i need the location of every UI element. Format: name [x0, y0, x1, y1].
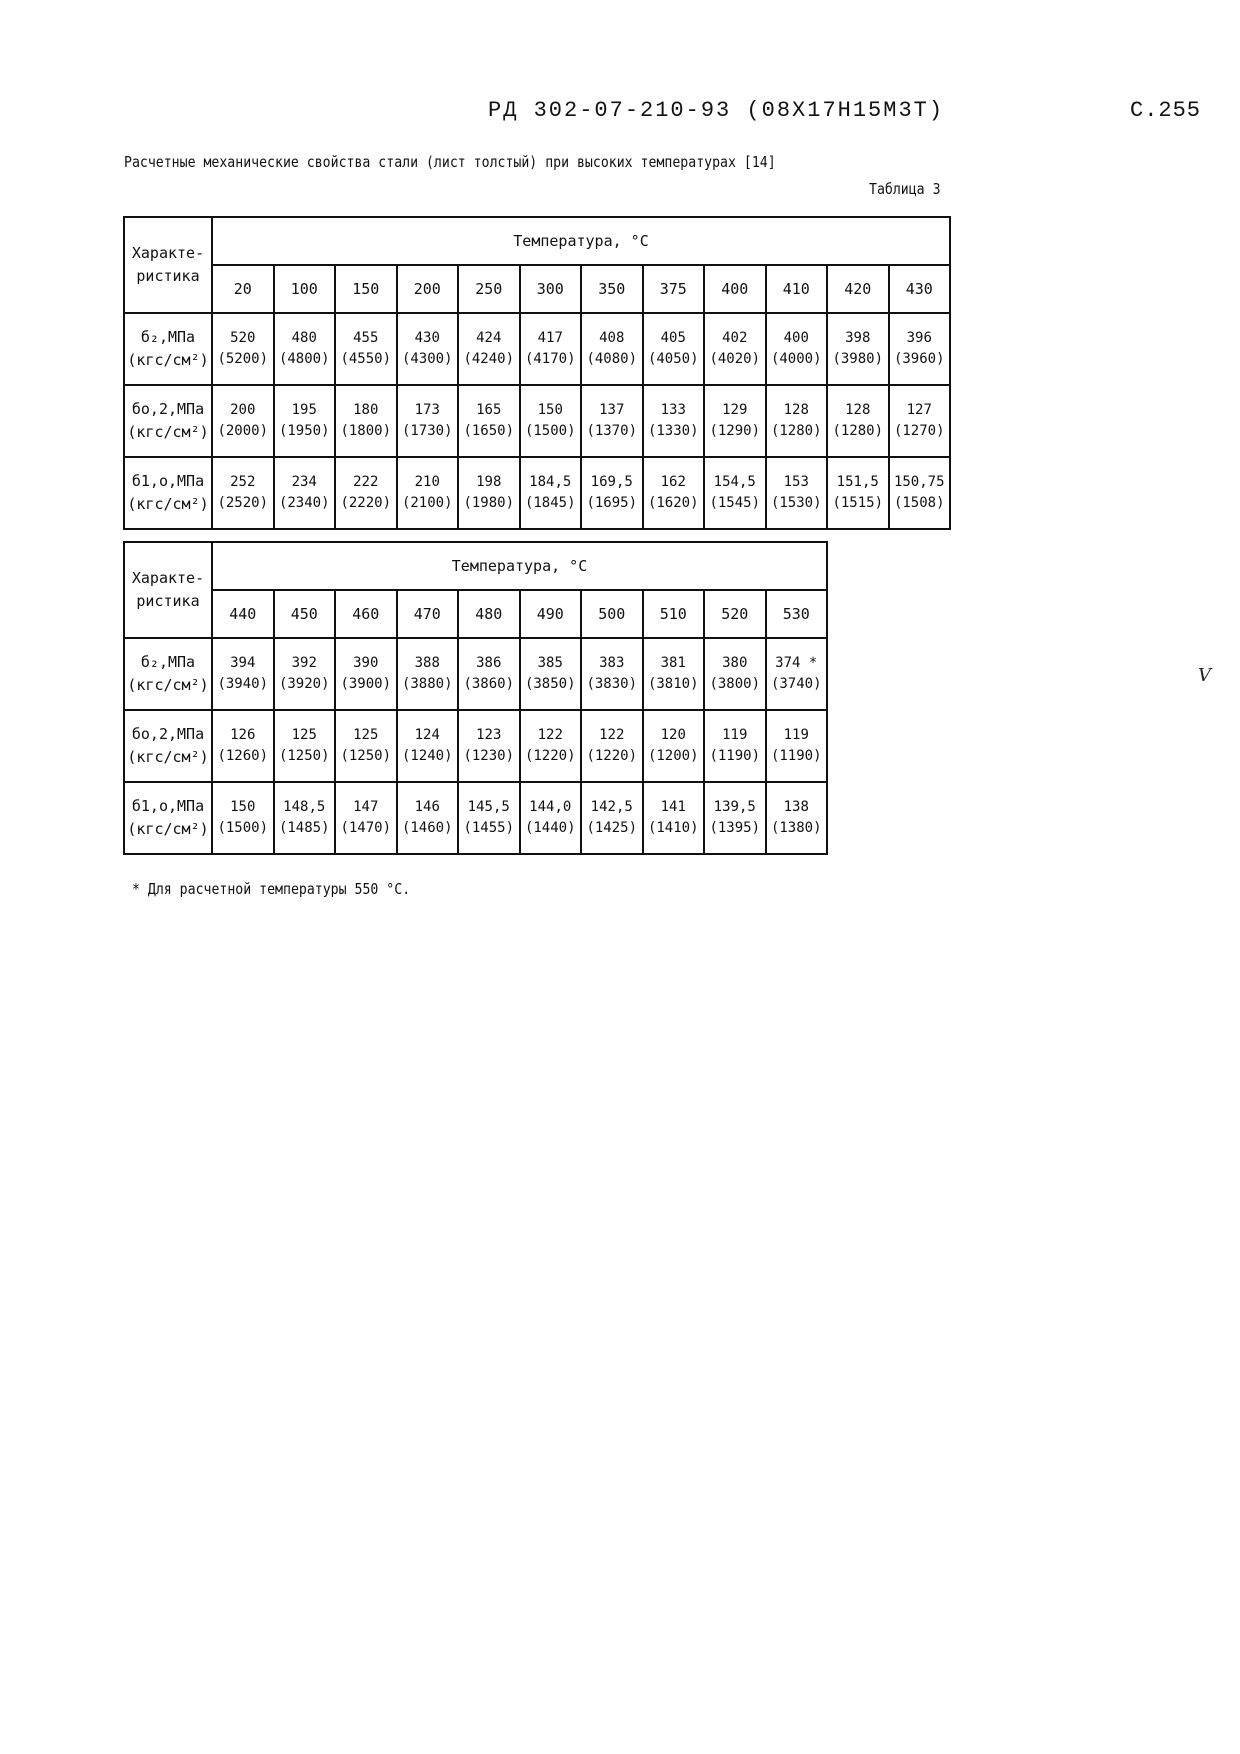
property-unit: (кгс/см²) [127, 676, 209, 694]
value-mpa: 154,5 [713, 474, 756, 490]
value-cell [766, 313, 828, 385]
temperature-cell: 440 [212, 590, 274, 638]
value-mpa: 148,5 [283, 799, 326, 815]
value-cell [581, 782, 643, 854]
value-kgf: (1845) [524, 495, 576, 511]
value-cell [889, 313, 951, 385]
value-kgf: (1200) [647, 748, 699, 764]
value-mpa: 150 [230, 799, 256, 815]
property-unit: (кгс/см²) [127, 495, 209, 513]
value-cell [274, 385, 336, 457]
row-header [124, 385, 212, 457]
value-mpa: 125 [353, 727, 379, 743]
value-kgf: (5200) [217, 351, 269, 367]
value-kgf: (3980) [832, 351, 884, 367]
table-row [124, 710, 827, 782]
value-cell [335, 710, 397, 782]
value-cell [643, 313, 705, 385]
value-cell [458, 782, 520, 854]
value-kgf: (4240) [463, 351, 515, 367]
value-mpa: 380 [722, 655, 748, 671]
value-mpa: 198 [476, 474, 502, 490]
property-name: б1,о,МПа [131, 471, 205, 490]
value-cell [458, 313, 520, 385]
value-kgf: (2340) [278, 495, 330, 511]
temperature-cell: 375 [643, 265, 705, 313]
table-row [124, 385, 950, 457]
value-cell [520, 782, 582, 854]
value-kgf: (4550) [340, 351, 392, 367]
value-mpa: 402 [722, 330, 748, 346]
value-mpa: 120 [660, 727, 686, 743]
value-cell [458, 457, 520, 529]
value-cell [581, 638, 643, 710]
value-kgf: (1280) [832, 423, 884, 439]
value-mpa: 252 [230, 474, 256, 490]
value-mpa: 151,5 [836, 474, 879, 490]
value-mpa: 405 [660, 330, 686, 346]
value-cell [581, 710, 643, 782]
temperature-cell: 460 [335, 590, 397, 638]
value-mpa: 126 [230, 727, 256, 743]
value-kgf: (1395) [709, 820, 761, 836]
value-kgf: (3860) [463, 676, 515, 692]
value-kgf: (3900) [340, 676, 392, 692]
value-mpa: 162 [660, 474, 686, 490]
table-row [124, 782, 827, 854]
value-mpa: 222 [353, 474, 379, 490]
value-mpa: 480 [291, 330, 317, 346]
value-kgf: (3850) [524, 676, 576, 692]
value-cell [520, 385, 582, 457]
table-row [124, 457, 950, 529]
value-cell [766, 457, 828, 529]
value-cell [827, 385, 889, 457]
table-row [124, 638, 827, 710]
value-mpa: 398 [845, 330, 871, 346]
value-mpa: 396 [906, 330, 932, 346]
temperature-cell: 520 [704, 590, 766, 638]
properties-table-part-2 [123, 541, 828, 855]
value-cell [643, 385, 705, 457]
value-kgf: (1508) [893, 495, 945, 511]
value-kgf: (1240) [401, 748, 453, 764]
temperature-cell: 450 [274, 590, 336, 638]
value-kgf: (3740) [770, 676, 822, 692]
value-mpa: 424 [476, 330, 502, 346]
row-header [124, 782, 212, 854]
value-kgf: (1220) [524, 748, 576, 764]
value-cell [458, 385, 520, 457]
value-mpa: 150,75 [893, 474, 945, 490]
value-cell [212, 385, 274, 457]
value-kgf: (3880) [401, 676, 453, 692]
value-kgf: (1250) [278, 748, 330, 764]
value-cell [397, 782, 459, 854]
value-kgf: (1500) [217, 820, 269, 836]
property-name: бо,2,МПа [131, 399, 205, 418]
property-name: б₂,МПа [140, 327, 196, 346]
value-mpa: 141 [660, 799, 686, 815]
value-cell [520, 710, 582, 782]
value-mpa: 137 [599, 402, 625, 418]
value-kgf: (2220) [340, 495, 392, 511]
value-kgf: (4080) [586, 351, 638, 367]
value-cell [212, 457, 274, 529]
table-number-label: Таблица 3 [869, 180, 941, 198]
value-mpa: 386 [476, 655, 502, 671]
value-mpa: 234 [291, 474, 317, 490]
value-cell [458, 638, 520, 710]
footnote: * Для расчетной температуры 550 °С. [132, 880, 411, 898]
value-mpa: 145,5 [467, 799, 510, 815]
value-kgf: (1250) [340, 748, 392, 764]
value-kgf: (4050) [647, 351, 699, 367]
value-kgf: (1455) [463, 820, 515, 836]
value-cell [520, 313, 582, 385]
temperature-cell: 250 [458, 265, 520, 313]
value-cell [274, 710, 336, 782]
value-kgf: (4300) [401, 351, 453, 367]
value-kgf: (1270) [893, 423, 945, 439]
value-mpa: 147 [353, 799, 379, 815]
value-kgf: (3920) [278, 676, 330, 692]
value-cell [397, 385, 459, 457]
value-mpa: 173 [414, 402, 440, 418]
property-name: б1,о,МПа [131, 796, 205, 815]
value-kgf: (1485) [278, 820, 330, 836]
value-cell [335, 782, 397, 854]
value-kgf: (1290) [709, 423, 761, 439]
value-mpa: 385 [537, 655, 563, 671]
value-cell [335, 638, 397, 710]
value-cell [704, 638, 766, 710]
value-cell [704, 710, 766, 782]
value-mpa: 400 [783, 330, 809, 346]
value-cell [704, 457, 766, 529]
document-code: РД 302-07-210-93 (08Х17Н15М3Т) [488, 98, 945, 123]
value-mpa: 144,0 [529, 799, 572, 815]
value-kgf: (1530) [770, 495, 822, 511]
value-kgf: (1470) [340, 820, 392, 836]
column-header-characteristic: Характе-ристика [124, 217, 212, 313]
value-cell [335, 385, 397, 457]
value-mpa: 123 [476, 727, 502, 743]
value-cell [766, 710, 828, 782]
property-unit: (кгс/см²) [127, 748, 209, 766]
value-cell [704, 782, 766, 854]
value-cell [704, 313, 766, 385]
value-mpa: 383 [599, 655, 625, 671]
value-mpa: 119 [722, 727, 748, 743]
column-header-characteristic: Характе-ристика [124, 542, 212, 638]
value-cell [397, 638, 459, 710]
value-cell [889, 385, 951, 457]
value-mpa: 153 [783, 474, 809, 490]
value-kgf: (1980) [463, 495, 515, 511]
value-mpa: 200 [230, 402, 256, 418]
temperature-cell: 480 [458, 590, 520, 638]
value-mpa: 430 [414, 330, 440, 346]
temperature-cell: 500 [581, 590, 643, 638]
value-kgf: (1515) [832, 495, 884, 511]
value-kgf: (1380) [770, 820, 822, 836]
value-kgf: (2000) [217, 423, 269, 439]
value-mpa: 128 [783, 402, 809, 418]
value-cell [581, 457, 643, 529]
value-cell [520, 638, 582, 710]
value-kgf: (3830) [586, 676, 638, 692]
value-cell [581, 385, 643, 457]
row-header [124, 710, 212, 782]
value-kgf: (1330) [647, 423, 699, 439]
value-cell [520, 457, 582, 529]
value-kgf: (1500) [524, 423, 576, 439]
temperature-cell: 530 [766, 590, 828, 638]
value-mpa: 417 [537, 330, 563, 346]
value-mpa: 133 [660, 402, 686, 418]
value-kgf: (1190) [709, 748, 761, 764]
temperature-cell: 350 [581, 265, 643, 313]
value-cell [827, 457, 889, 529]
value-cell [766, 385, 828, 457]
value-mpa: 169,5 [590, 474, 633, 490]
value-kgf: (1230) [463, 748, 515, 764]
value-mpa: 392 [291, 655, 317, 671]
value-cell [581, 313, 643, 385]
value-kgf: (1410) [647, 820, 699, 836]
property-name: б₂,МПа [140, 652, 196, 671]
value-cell [397, 457, 459, 529]
value-kgf: (1260) [217, 748, 269, 764]
property-unit: (кгс/см²) [127, 423, 209, 441]
temperature-cell: 510 [643, 590, 705, 638]
value-cell [274, 313, 336, 385]
value-kgf: (1800) [340, 423, 392, 439]
value-mpa: 125 [291, 727, 317, 743]
temperature-cell: 490 [520, 590, 582, 638]
row-header [124, 313, 212, 385]
value-kgf: (4000) [770, 351, 822, 367]
value-kgf: (1650) [463, 423, 515, 439]
value-cell [212, 782, 274, 854]
property-unit: (кгс/см²) [127, 351, 209, 369]
value-cell [212, 313, 274, 385]
value-cell [643, 710, 705, 782]
value-mpa: 381 [660, 655, 686, 671]
value-mpa: 520 [230, 330, 256, 346]
value-cell [704, 385, 766, 457]
temperature-cell: 410 [766, 265, 828, 313]
property-unit: (кгс/см²) [127, 820, 209, 838]
value-cell [643, 638, 705, 710]
value-cell [274, 457, 336, 529]
value-mpa: 146 [414, 799, 440, 815]
temperature-cell: 420 [827, 265, 889, 313]
value-mpa: 122 [537, 727, 563, 743]
value-kgf: (4020) [709, 351, 761, 367]
value-mpa: 138 [783, 799, 809, 815]
value-cell [335, 457, 397, 529]
value-mpa: 180 [353, 402, 379, 418]
value-cell [212, 638, 274, 710]
value-cell [397, 313, 459, 385]
table-row [124, 313, 950, 385]
value-kgf: (1190) [770, 748, 822, 764]
temperature-cell: 430 [889, 265, 951, 313]
value-cell [458, 710, 520, 782]
value-mpa: 119 [783, 727, 809, 743]
value-kgf: (3940) [217, 676, 269, 692]
value-cell [766, 782, 828, 854]
value-mpa: 139,5 [713, 799, 756, 815]
value-cell [274, 782, 336, 854]
value-mpa: 195 [291, 402, 317, 418]
value-kgf: (3810) [647, 676, 699, 692]
table-caption: Расчетные механические свойства стали (лист толстый) при высоких температурах [14] [124, 153, 776, 171]
page-number: С.255 [1130, 98, 1202, 123]
value-mpa: 390 [353, 655, 379, 671]
property-name: бо,2,МПа [131, 724, 205, 743]
value-mpa: 150 [537, 402, 563, 418]
value-kgf: (2100) [401, 495, 453, 511]
value-kgf: (1730) [401, 423, 453, 439]
value-mpa: 210 [414, 474, 440, 490]
value-kgf: (1440) [524, 820, 576, 836]
value-kgf: (3800) [709, 676, 761, 692]
value-kgf: (1460) [401, 820, 453, 836]
temperature-cell: 400 [704, 265, 766, 313]
value-kgf: (1695) [586, 495, 638, 511]
temperature-cell: 20 [212, 265, 274, 313]
value-mpa: 394 [230, 655, 256, 671]
value-cell [274, 638, 336, 710]
properties-table-part-1 [123, 216, 951, 530]
value-mpa: 142,5 [590, 799, 633, 815]
temperature-cell: 100 [274, 265, 336, 313]
value-cell [643, 457, 705, 529]
value-kgf: (1280) [770, 423, 822, 439]
value-mpa: 124 [414, 727, 440, 743]
value-mpa: 388 [414, 655, 440, 671]
value-kgf: (1370) [586, 423, 638, 439]
value-kgf: (1545) [709, 495, 761, 511]
value-kgf: (1620) [647, 495, 699, 511]
value-mpa: 122 [599, 727, 625, 743]
value-cell [212, 710, 274, 782]
value-cell [397, 710, 459, 782]
row-header [124, 457, 212, 529]
temperature-cell: 150 [335, 265, 397, 313]
value-mpa: 128 [845, 402, 871, 418]
margin-check-mark: V [1198, 665, 1211, 686]
value-mpa: 127 [906, 402, 932, 418]
value-mpa: 408 [599, 330, 625, 346]
value-mpa: 129 [722, 402, 748, 418]
value-kgf: (2520) [217, 495, 269, 511]
value-kgf: (1220) [586, 748, 638, 764]
column-header-temperature: Температура, °С [212, 217, 950, 265]
value-mpa: 165 [476, 402, 502, 418]
value-kgf: (1425) [586, 820, 638, 836]
value-mpa: 374 * [775, 655, 818, 671]
value-kgf: (4800) [278, 351, 330, 367]
temperature-cell: 470 [397, 590, 459, 638]
row-header [124, 638, 212, 710]
value-cell [766, 638, 828, 710]
temperature-cell: 200 [397, 265, 459, 313]
value-cell [643, 782, 705, 854]
value-cell [335, 313, 397, 385]
value-kgf: (4170) [524, 351, 576, 367]
value-kgf: (3960) [893, 351, 945, 367]
value-kgf: (1950) [278, 423, 330, 439]
temperature-cell: 300 [520, 265, 582, 313]
value-mpa: 184,5 [529, 474, 572, 490]
value-cell [889, 457, 951, 529]
column-header-temperature: Температура, °С [212, 542, 827, 590]
value-mpa: 455 [353, 330, 379, 346]
value-cell [827, 313, 889, 385]
